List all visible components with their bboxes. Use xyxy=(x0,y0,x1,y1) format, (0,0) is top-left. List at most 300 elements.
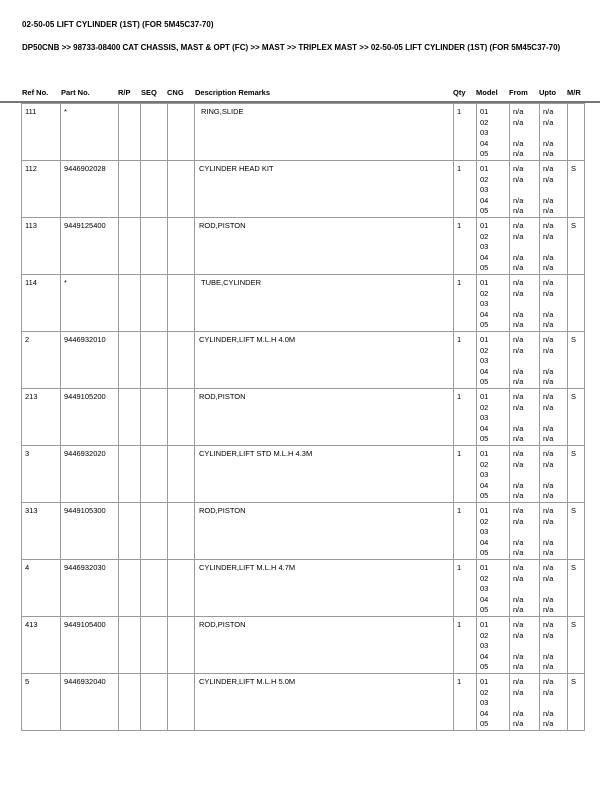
rp-cell xyxy=(119,674,141,731)
ref-no-cell: 111 xyxy=(22,104,61,161)
upto-line xyxy=(543,584,564,595)
upto-cell xyxy=(540,104,568,161)
from-line: n/a xyxy=(513,195,524,205)
upto-line: n/a xyxy=(543,335,554,344)
from-line xyxy=(513,242,536,253)
from-cell xyxy=(510,560,540,617)
from-cell xyxy=(510,161,540,218)
model-line: 02 xyxy=(480,402,489,412)
from-line: n/a xyxy=(513,335,524,344)
from-line: n/a xyxy=(513,174,524,184)
upto-cell xyxy=(540,446,568,503)
from-line xyxy=(513,413,536,424)
model-line: 03 xyxy=(480,641,489,650)
model-cell xyxy=(477,674,510,731)
from-line: n/a xyxy=(513,149,524,158)
description-cell: ROD,PISTON xyxy=(195,617,454,674)
from-line: n/a xyxy=(513,423,524,433)
model-line: 05 xyxy=(480,263,489,272)
upto-line: n/a xyxy=(543,195,554,205)
model-cell xyxy=(477,503,510,560)
table-row xyxy=(22,503,585,560)
description-cell: CYLINDER,LIFT M.L.H 4.0M xyxy=(195,332,454,389)
upto-line xyxy=(543,185,564,196)
from-line: n/a xyxy=(513,117,524,127)
header-rp: R/P xyxy=(118,88,131,97)
rp-cell xyxy=(119,218,141,275)
model-line: 04 xyxy=(480,537,489,547)
model-line: 05 xyxy=(480,719,489,728)
from-line: n/a xyxy=(513,107,524,116)
model-line: 03 xyxy=(480,299,489,308)
seq-cell xyxy=(141,104,168,161)
upto-line: n/a xyxy=(543,662,554,671)
upto-line xyxy=(543,413,564,424)
upto-line: n/a xyxy=(543,392,554,401)
upto-line xyxy=(543,641,564,652)
from-line xyxy=(513,470,536,481)
model-line: 05 xyxy=(480,377,489,386)
model-line: 05 xyxy=(480,662,489,671)
from-line: n/a xyxy=(513,345,524,355)
header-qty: Qty xyxy=(453,88,466,97)
model-line: 03 xyxy=(480,470,489,479)
header-from: From xyxy=(509,88,528,97)
model-line: 03 xyxy=(480,584,489,593)
header-description: Description Remarks xyxy=(195,88,271,97)
upto-line: n/a xyxy=(543,231,554,241)
mr-cell: S xyxy=(568,560,585,617)
part-no-cell: 9446932040 xyxy=(61,674,119,731)
model-line: 04 xyxy=(480,708,489,718)
description-cell: ROD,PISTON xyxy=(195,389,454,446)
upto-line: n/a xyxy=(543,117,554,127)
from-line: n/a xyxy=(513,708,524,718)
from-line xyxy=(513,641,536,652)
upto-line: n/a xyxy=(543,563,554,572)
upto-line: n/a xyxy=(543,605,554,614)
from-line: n/a xyxy=(513,687,524,697)
seq-cell xyxy=(141,218,168,275)
upto-line: n/a xyxy=(543,174,554,184)
model-cell xyxy=(477,275,510,332)
model-line: 02 xyxy=(480,573,489,583)
seq-cell xyxy=(141,674,168,731)
qty-cell: 1 xyxy=(454,389,477,446)
mr-cell xyxy=(568,275,585,332)
from-line: n/a xyxy=(513,138,524,148)
upto-line: n/a xyxy=(543,377,554,386)
from-cell xyxy=(510,218,540,275)
description-cell: CYLINDER,LIFT M.L.H 4.7M xyxy=(195,560,454,617)
qty-cell: 1 xyxy=(454,674,477,731)
from-line: n/a xyxy=(513,263,524,272)
model-line: 01 xyxy=(480,449,489,458)
rp-cell xyxy=(119,161,141,218)
from-line xyxy=(513,527,536,538)
model-cell xyxy=(477,446,510,503)
ref-no-cell: 112 xyxy=(22,161,61,218)
model-cell xyxy=(477,560,510,617)
upto-line: n/a xyxy=(543,138,554,148)
from-line xyxy=(513,128,536,139)
table-row xyxy=(22,617,585,674)
upto-line xyxy=(543,128,564,139)
header-ref-no: Ref No. xyxy=(22,88,49,97)
seq-cell xyxy=(141,560,168,617)
from-line: n/a xyxy=(513,164,524,173)
mr-cell: S xyxy=(568,161,585,218)
from-line: n/a xyxy=(513,377,524,386)
model-line: 01 xyxy=(480,392,489,401)
cng-cell xyxy=(168,332,195,389)
part-no-cell: 9449105200 xyxy=(61,389,119,446)
upto-line: n/a xyxy=(543,164,554,173)
upto-line: n/a xyxy=(543,708,554,718)
ref-no-cell: 3 xyxy=(22,446,61,503)
from-line: n/a xyxy=(513,402,524,412)
mr-cell: S xyxy=(568,503,585,560)
model-line: 02 xyxy=(480,117,489,127)
from-line: n/a xyxy=(513,320,524,329)
qty-cell: 1 xyxy=(454,560,477,617)
model-line: 04 xyxy=(480,651,489,661)
model-line: 05 xyxy=(480,548,489,557)
model-line: 04 xyxy=(480,309,489,319)
model-line: 01 xyxy=(480,677,489,686)
from-line xyxy=(513,584,536,595)
from-line: n/a xyxy=(513,206,524,215)
from-line: n/a xyxy=(513,548,524,557)
from-line: n/a xyxy=(513,506,524,515)
model-line: 04 xyxy=(480,252,489,262)
rp-cell xyxy=(119,389,141,446)
upto-line: n/a xyxy=(543,449,554,458)
mr-cell: S xyxy=(568,617,585,674)
upto-line: n/a xyxy=(543,434,554,443)
from-line: n/a xyxy=(513,434,524,443)
upto-cell xyxy=(540,503,568,560)
table-header xyxy=(0,88,612,100)
table-row xyxy=(22,161,585,218)
upto-line: n/a xyxy=(543,491,554,500)
from-cell xyxy=(510,104,540,161)
from-line: n/a xyxy=(513,221,524,230)
cng-cell xyxy=(168,218,195,275)
upto-line: n/a xyxy=(543,221,554,230)
cng-cell xyxy=(168,674,195,731)
from-line: n/a xyxy=(513,594,524,604)
upto-cell xyxy=(540,674,568,731)
upto-cell xyxy=(540,389,568,446)
upto-line: n/a xyxy=(543,366,554,376)
from-cell xyxy=(510,389,540,446)
breadcrumb: DP50CNB >> 98733-08400 CAT CHASSIS, MAST & OPT (FC) >> MAST >> TRIPLEX MAST >> 02-50-05 LIFT CYLINDER (1ST) (FOR 5M45C37-70) xyxy=(22,43,561,52)
upto-line xyxy=(543,698,564,709)
from-line: n/a xyxy=(513,366,524,376)
model-line: 05 xyxy=(480,605,489,614)
part-no-cell: 9449105300 xyxy=(61,503,119,560)
upto-line: n/a xyxy=(543,537,554,547)
ref-no-cell: 4 xyxy=(22,560,61,617)
part-no-cell: 9446932010 xyxy=(61,332,119,389)
part-no-cell: 9446932020 xyxy=(61,446,119,503)
model-line: 05 xyxy=(480,149,489,158)
cng-cell xyxy=(168,161,195,218)
from-line: n/a xyxy=(513,278,524,287)
from-line: n/a xyxy=(513,630,524,640)
from-line: n/a xyxy=(513,651,524,661)
upto-line: n/a xyxy=(543,548,554,557)
rp-cell xyxy=(119,275,141,332)
model-line: 02 xyxy=(480,288,489,298)
upto-line: n/a xyxy=(543,459,554,469)
from-line: n/a xyxy=(513,516,524,526)
model-cell xyxy=(477,389,510,446)
rp-cell xyxy=(119,104,141,161)
model-line: 04 xyxy=(480,138,489,148)
from-line: n/a xyxy=(513,480,524,490)
model-cell xyxy=(477,218,510,275)
model-line: 01 xyxy=(480,506,489,515)
from-line xyxy=(513,356,536,367)
qty-cell: 1 xyxy=(454,617,477,674)
upto-line xyxy=(543,299,564,310)
upto-line: n/a xyxy=(543,288,554,298)
header-cng: CNG xyxy=(167,88,184,97)
mr-cell: S xyxy=(568,332,585,389)
cng-cell xyxy=(168,446,195,503)
from-cell xyxy=(510,503,540,560)
model-line: 02 xyxy=(480,630,489,640)
rp-cell xyxy=(119,560,141,617)
mr-cell: S xyxy=(568,389,585,446)
from-line: n/a xyxy=(513,573,524,583)
model-line: 04 xyxy=(480,480,489,490)
mr-cell: S xyxy=(568,674,585,731)
from-cell xyxy=(510,617,540,674)
description-cell: CYLINDER,LIFT STD M.L.H 4.3M xyxy=(195,446,454,503)
mr-cell: S xyxy=(568,446,585,503)
upto-line xyxy=(543,527,564,538)
upto-line: n/a xyxy=(543,278,554,287)
upto-cell xyxy=(540,161,568,218)
ref-no-cell: 114 xyxy=(22,275,61,332)
ref-no-cell: 2 xyxy=(22,332,61,389)
upto-line: n/a xyxy=(543,506,554,515)
rp-cell xyxy=(119,446,141,503)
upto-line: n/a xyxy=(543,480,554,490)
model-line: 03 xyxy=(480,128,489,137)
mr-cell xyxy=(568,104,585,161)
from-line xyxy=(513,185,536,196)
part-no-cell: 9449105400 xyxy=(61,617,119,674)
seq-cell xyxy=(141,161,168,218)
upto-line: n/a xyxy=(543,719,554,728)
model-line: 03 xyxy=(480,242,489,251)
seq-cell xyxy=(141,446,168,503)
upto-line: n/a xyxy=(543,516,554,526)
ref-no-cell: 413 xyxy=(22,617,61,674)
model-line: 02 xyxy=(480,231,489,241)
part-no-cell: * xyxy=(61,275,119,332)
model-line: 04 xyxy=(480,366,489,376)
cng-cell xyxy=(168,503,195,560)
rp-cell xyxy=(119,617,141,674)
upto-line: n/a xyxy=(543,620,554,629)
table-row xyxy=(22,218,585,275)
model-line: 01 xyxy=(480,620,489,629)
ref-no-cell: 113 xyxy=(22,218,61,275)
page-title: 02-50-05 LIFT CYLINDER (1ST) (FOR 5M45C37-70) xyxy=(22,20,214,29)
upto-line: n/a xyxy=(543,651,554,661)
model-line: 05 xyxy=(480,434,489,443)
upto-line: n/a xyxy=(543,677,554,686)
upto-line: n/a xyxy=(543,206,554,215)
upto-line: n/a xyxy=(543,345,554,355)
qty-cell: 1 xyxy=(454,275,477,332)
from-line xyxy=(513,698,536,709)
upto-cell xyxy=(540,560,568,617)
upto-line: n/a xyxy=(543,149,554,158)
model-line: 05 xyxy=(480,320,489,329)
upto-cell xyxy=(540,617,568,674)
from-line: n/a xyxy=(513,662,524,671)
qty-cell: 1 xyxy=(454,332,477,389)
model-line: 05 xyxy=(480,206,489,215)
model-line: 03 xyxy=(480,527,489,536)
description-cell: CYLINDER HEAD KIT xyxy=(195,161,454,218)
model-cell xyxy=(477,617,510,674)
from-line: n/a xyxy=(513,677,524,686)
upto-line: n/a xyxy=(543,309,554,319)
qty-cell: 1 xyxy=(454,218,477,275)
upto-line: n/a xyxy=(543,263,554,272)
seq-cell xyxy=(141,617,168,674)
upto-line: n/a xyxy=(543,573,554,583)
from-cell xyxy=(510,674,540,731)
model-line: 03 xyxy=(480,698,489,707)
model-line: 03 xyxy=(480,356,489,365)
mr-cell: S xyxy=(568,218,585,275)
from-line: n/a xyxy=(513,231,524,241)
model-line: 01 xyxy=(480,164,489,173)
model-line: 02 xyxy=(480,516,489,526)
model-line: 01 xyxy=(480,107,489,116)
part-no-cell: 9449125400 xyxy=(61,218,119,275)
upto-line: n/a xyxy=(543,252,554,262)
model-line: 04 xyxy=(480,195,489,205)
header-mr: M/R xyxy=(567,88,581,97)
description-cell: ROD,PISTON xyxy=(195,218,454,275)
from-cell xyxy=(510,332,540,389)
rp-cell xyxy=(119,332,141,389)
qty-cell: 1 xyxy=(454,446,477,503)
header-seq: SEQ xyxy=(141,88,157,97)
upto-cell xyxy=(540,218,568,275)
from-line: n/a xyxy=(513,719,524,728)
cng-cell xyxy=(168,104,195,161)
upto-line: n/a xyxy=(543,630,554,640)
description-cell: ROD,PISTON xyxy=(195,503,454,560)
cng-cell xyxy=(168,275,195,332)
model-line: 01 xyxy=(480,563,489,572)
upto-line: n/a xyxy=(543,107,554,116)
description-cell: TUBE,CYLINDER xyxy=(195,275,454,332)
part-no-cell: * xyxy=(61,104,119,161)
seq-cell xyxy=(141,275,168,332)
from-line: n/a xyxy=(513,537,524,547)
model-cell xyxy=(477,332,510,389)
table-row xyxy=(22,389,585,446)
model-line: 04 xyxy=(480,423,489,433)
from-line: n/a xyxy=(513,288,524,298)
upto-line: n/a xyxy=(543,402,554,412)
table-row xyxy=(22,275,585,332)
from-line: n/a xyxy=(513,309,524,319)
from-line: n/a xyxy=(513,563,524,572)
upto-line xyxy=(543,356,564,367)
description-cell: RING,SLIDE xyxy=(195,104,454,161)
model-line: 02 xyxy=(480,687,489,697)
upto-cell xyxy=(540,332,568,389)
upto-line: n/a xyxy=(543,423,554,433)
table-row xyxy=(22,560,585,617)
header-part-no: Part No. xyxy=(61,88,90,97)
qty-cell: 1 xyxy=(454,503,477,560)
part-no-cell: 9446932030 xyxy=(61,560,119,617)
table-row xyxy=(22,104,585,161)
from-line: n/a xyxy=(513,252,524,262)
model-line: 01 xyxy=(480,278,489,287)
table-row xyxy=(22,332,585,389)
from-line xyxy=(513,299,536,310)
table-row xyxy=(22,446,585,503)
from-cell xyxy=(510,275,540,332)
header-model: Model xyxy=(476,88,498,97)
model-line: 03 xyxy=(480,185,489,194)
from-line: n/a xyxy=(513,449,524,458)
model-line: 01 xyxy=(480,221,489,230)
part-no-cell: 9446902028 xyxy=(61,161,119,218)
ref-no-cell: 313 xyxy=(22,503,61,560)
model-line: 02 xyxy=(480,174,489,184)
from-line: n/a xyxy=(513,459,524,469)
model-line: 03 xyxy=(480,413,489,422)
from-line: n/a xyxy=(513,491,524,500)
upto-line xyxy=(543,470,564,481)
seq-cell xyxy=(141,389,168,446)
qty-cell: 1 xyxy=(454,104,477,161)
rp-cell xyxy=(119,503,141,560)
ref-no-cell: 213 xyxy=(22,389,61,446)
model-cell xyxy=(477,104,510,161)
upto-line: n/a xyxy=(543,320,554,329)
seq-cell xyxy=(141,332,168,389)
cng-cell xyxy=(168,389,195,446)
seq-cell xyxy=(141,503,168,560)
model-line: 02 xyxy=(480,459,489,469)
upto-line xyxy=(543,242,564,253)
from-line: n/a xyxy=(513,392,524,401)
upto-cell xyxy=(540,275,568,332)
upto-line: n/a xyxy=(543,687,554,697)
ref-no-cell: 5 xyxy=(22,674,61,731)
header-upto: Upto xyxy=(539,88,557,97)
from-line: n/a xyxy=(513,620,524,629)
description-cell: CYLINDER,LIFT M.L.H 5.0M xyxy=(195,674,454,731)
parts-table xyxy=(21,103,585,731)
